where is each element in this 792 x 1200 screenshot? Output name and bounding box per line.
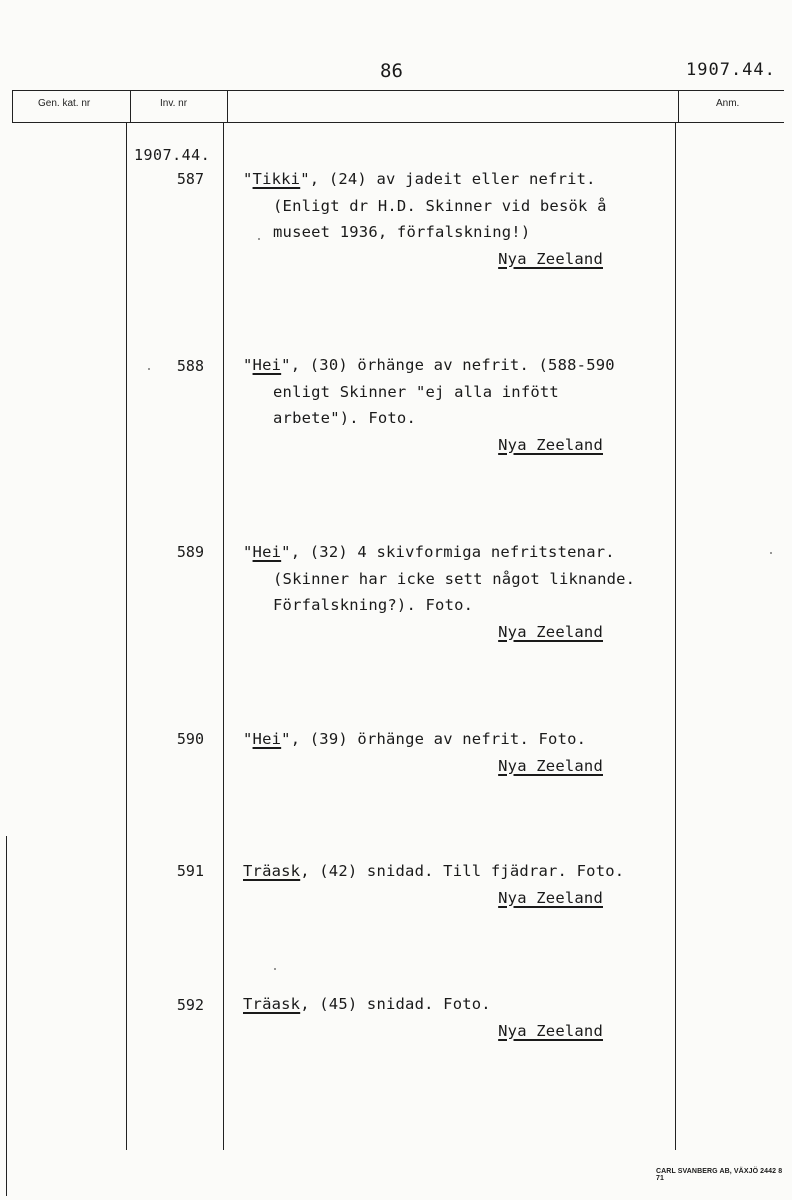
scan-speck: [148, 368, 150, 370]
left-border: [12, 90, 13, 122]
entry-note-line: (Enligt dr H.D. Skinner vid besök å: [273, 196, 607, 215]
page-number: 86: [380, 60, 403, 82]
region-label: Nya Zeeland: [498, 249, 603, 268]
scan-speck: [770, 552, 772, 554]
inv-number: 587: [176, 170, 204, 188]
column-header-gen-kat-nr: Gen. kat. nr: [38, 98, 91, 109]
entry-note-line: arbete"). Foto.: [273, 409, 416, 427]
object-name: Hei: [252, 356, 282, 374]
year-label: 1907.44.: [134, 146, 211, 164]
entry-note-line: museet 1936, förfalskning!): [273, 223, 531, 241]
region-label: Nya Zeeland: [498, 756, 603, 775]
entry-note-line: (Skinner har icke sett något liknande.: [273, 569, 636, 588]
entry-note-line: Förfalskning?). Foto.: [273, 596, 474, 614]
entry-description: , (39) örhänge av nefrit. Foto.: [290, 730, 587, 748]
divider-text-anm-header: [678, 90, 679, 122]
inv-number: 592: [176, 996, 204, 1014]
entry-description: , (24) av jadeit eller nefrit.: [309, 170, 596, 188]
binding-edge-line: [6, 836, 7, 1196]
scan-speck: [258, 238, 260, 240]
catalog-entry: "Hei", (32) 4 skivformiga nefritstenar. (Skinner har icke sett något liknande. Förfalskning?). Foto. Nya Zeeland: [243, 539, 635, 645]
catalog-entry: "Tikki", (24) av jadeit eller nefrit. (Enligt dr H.D. Skinner vid besök å museet 1936, förfalskning!) Nya Zeeland: [243, 166, 607, 272]
region-label: Nya Zeeland: [498, 435, 603, 454]
entry-description: , (42) snidad. Till fjädrar. Foto.: [300, 862, 625, 880]
object-name: Hei: [252, 730, 282, 748]
catalog-entry: [243, 991, 603, 1044]
divider-inv-text: [223, 122, 224, 1150]
divider-inv-text-header: [227, 90, 228, 122]
header-bottom-rule: [12, 122, 784, 123]
entry-description: , (30) örhänge av nefrit. (588-590: [290, 356, 615, 374]
catalog-entry: "Hei", (39) örhänge av nefrit. Foto. Nya Zeeland: [243, 726, 603, 779]
inv-number: 591: [176, 862, 204, 880]
object-name: Träask: [243, 995, 301, 1013]
inv-number: 590: [176, 730, 204, 748]
region-label: Nya Zeeland: [498, 1021, 603, 1040]
region-label: Nya Zeeland: [498, 888, 603, 907]
scan-speck: [274, 968, 276, 970]
header-top-rule: [12, 90, 784, 91]
column-header-anm: Anm.: [716, 98, 740, 109]
divider-gen-inv: [126, 122, 127, 1150]
entry-description: , (45) snidad. Foto.: [300, 995, 491, 1013]
column-header-inv-nr: Inv. nr: [160, 98, 188, 109]
printer-mark: CARL SVANBERG AB, VÄXJÖ 2442 8 71: [656, 1168, 783, 1182]
inv-number: 588: [176, 357, 204, 375]
object-name: Tikki: [252, 170, 301, 188]
entry-note-line: enligt Skinner "ej alla infött: [273, 382, 559, 401]
divider-text-anm: [675, 122, 676, 1150]
catalog-entry: "Hei", (30) örhänge av nefrit. (588-590 enligt Skinner "ej alla infött arbete"). Foto. Nya Zeeland: [243, 352, 615, 458]
divider-gen-inv-header: [130, 90, 131, 122]
object-name: Hei: [252, 543, 282, 561]
object-name: Träask: [243, 862, 301, 880]
accession-number-corner: 1907.44.: [686, 60, 776, 80]
catalog-entry: [243, 858, 624, 911]
region-label: Nya Zeeland: [498, 622, 603, 641]
entry-description: , (32) 4 skivformiga nefritstenar.: [290, 543, 615, 561]
inv-number: 589: [176, 543, 204, 561]
